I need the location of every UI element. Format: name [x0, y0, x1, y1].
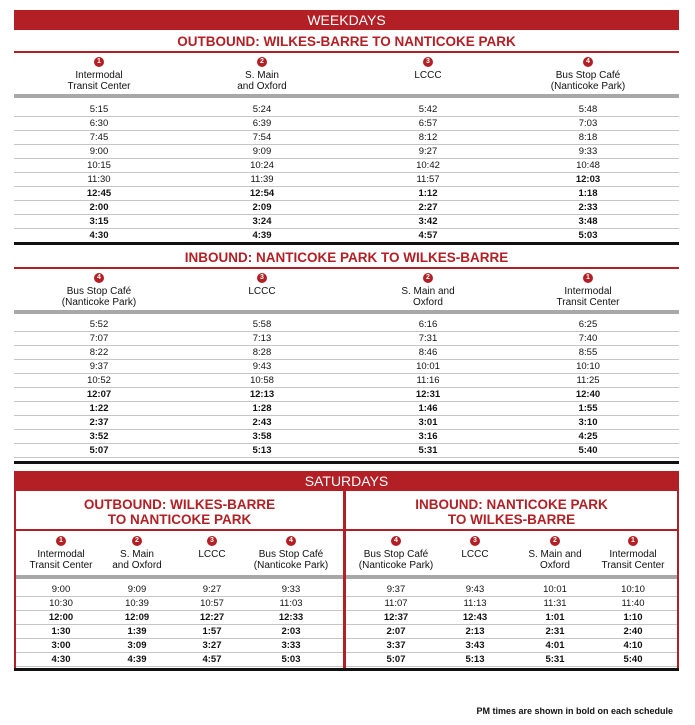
table-row — [14, 173, 679, 187]
time-cell: 11:03 — [279, 598, 303, 609]
time-cell: 4:30 — [89, 230, 109, 241]
time-cell: 6:25 — [578, 319, 598, 330]
stop-number-badge: 1 — [628, 536, 638, 546]
divider — [14, 242, 679, 245]
saturday-inbound-title: INBOUND: NANTICOKE PARK TO WILKES-BARRE — [415, 497, 608, 527]
stop-name-line: Transit Center — [556, 297, 620, 308]
divider — [16, 529, 343, 531]
divider — [14, 461, 679, 464]
stop-header — [202, 273, 322, 308]
saturdays-header: SATURDAYS — [14, 471, 679, 491]
time-cell: 5:13 — [252, 445, 272, 456]
stop-name-line: (Nanticoke Park) — [550, 81, 626, 92]
stop-number-badge: 3 — [257, 273, 267, 283]
stop-name-line: LCCC — [198, 549, 226, 560]
time-cell: 1:18 — [578, 188, 598, 199]
time-cell: 5:42 — [418, 104, 438, 115]
time-cell: 4:57 — [418, 230, 438, 241]
weekday-outbound-title: OUTBOUND: WILKES-BARRE TO NANTICOKE PARK — [177, 34, 516, 49]
time-cell: 5:48 — [578, 104, 598, 115]
time-cell: 12:09 — [124, 612, 150, 623]
time-cell: 2:00 — [89, 202, 109, 213]
stop-header — [39, 273, 159, 308]
stop-name-line: S. Main and — [528, 549, 582, 560]
table-row — [16, 653, 343, 667]
time-cell: 9:00 — [89, 146, 109, 157]
time-cell: 11:31 — [543, 598, 567, 609]
divider — [14, 267, 679, 269]
table-row — [346, 639, 677, 653]
table-row — [14, 374, 679, 388]
time-cell: 5:15 — [89, 104, 109, 115]
stop-header — [95, 536, 179, 571]
stop-header — [354, 536, 438, 571]
time-cell: 9:33 — [578, 146, 598, 157]
time-cell: 10:10 — [576, 361, 600, 372]
time-cell: 2:07 — [386, 626, 406, 637]
time-cell: 12:03 — [575, 174, 601, 185]
footnote: PM times are shown in bold on each schedule — [476, 706, 673, 716]
time-cell: 10:10 — [621, 584, 645, 595]
stop-number-badge: 4 — [391, 536, 401, 546]
time-cell: 3:37 — [386, 640, 406, 651]
time-cell: 4:39 — [127, 654, 147, 665]
time-cell: 10:42 — [416, 160, 440, 171]
time-cell: 11:39 — [250, 174, 274, 185]
time-cell: 1:57 — [202, 626, 222, 637]
time-cell: 8:12 — [418, 132, 438, 143]
time-cell: 3:58 — [252, 431, 272, 442]
stop-name-line: Transit Center — [601, 560, 665, 571]
time-cell: 9:33 — [281, 584, 301, 595]
time-cell: 5:58 — [252, 319, 272, 330]
time-cell: 4:25 — [578, 431, 598, 442]
time-cell: 1:46 — [418, 403, 438, 414]
time-cell: 3:15 — [89, 216, 109, 227]
table-row — [16, 625, 343, 639]
time-cell: 9:43 — [252, 361, 272, 372]
stop-header — [513, 536, 597, 571]
time-cell: 10:52 — [87, 375, 111, 386]
stop-name-line — [368, 81, 488, 92]
saturday-inbound-timetable — [346, 583, 677, 667]
time-cell: 2:03 — [281, 626, 301, 637]
time-cell: 7:40 — [578, 333, 598, 344]
weekday-outbound-timetable — [14, 103, 679, 243]
time-cell: 1:28 — [252, 403, 272, 414]
stop-number-badge: 4 — [583, 57, 593, 67]
time-cell: 4:39 — [252, 230, 272, 241]
divider — [14, 51, 679, 53]
stop-name-line: S. Main — [120, 549, 154, 560]
divider — [14, 668, 679, 671]
stop-header — [528, 273, 648, 308]
table-row — [14, 416, 679, 430]
time-cell: 10:58 — [250, 375, 274, 386]
divider — [14, 310, 679, 314]
stop-header — [528, 57, 648, 92]
time-cell: 6:39 — [252, 118, 272, 129]
time-cell: 2:37 — [89, 417, 109, 428]
stop-name-line: and Oxford — [112, 560, 162, 571]
table-row — [16, 597, 343, 611]
stop-header — [591, 536, 675, 571]
stop-name-line: Bus Stop Café — [258, 549, 324, 560]
stop-name-line: (Nanticoke Park) — [253, 560, 329, 571]
time-cell: 2:40 — [623, 626, 643, 637]
table-row — [346, 653, 677, 667]
stop-header — [170, 536, 254, 571]
time-cell: 1:22 — [89, 403, 109, 414]
stop-header — [19, 536, 103, 571]
time-cell: 6:30 — [89, 118, 109, 129]
time-cell: 5:07 — [89, 445, 109, 456]
time-cell: 7:13 — [252, 333, 272, 344]
time-cell: 9:27 — [418, 146, 438, 157]
time-cell: 12:00 — [48, 612, 74, 623]
stop-name-line: S. Main and — [401, 286, 455, 297]
time-cell: 1:55 — [578, 403, 598, 414]
time-cell: 10:30 — [49, 598, 73, 609]
divider — [16, 575, 343, 579]
time-cell: 2:13 — [465, 626, 485, 637]
stop-header — [249, 536, 333, 571]
time-cell: 3:27 — [202, 640, 222, 651]
time-cell: 2:09 — [252, 202, 272, 213]
stop-name-line: LCCC — [248, 286, 276, 297]
time-cell: 7:07 — [89, 333, 109, 344]
time-cell: 5:40 — [623, 654, 643, 665]
time-cell: 11:13 — [463, 598, 487, 609]
time-cell: 11:40 — [621, 598, 645, 609]
time-cell: 12:33 — [278, 612, 304, 623]
time-cell: 8:22 — [89, 347, 109, 358]
time-cell: 9:37 — [386, 584, 406, 595]
time-cell: 6:16 — [418, 319, 438, 330]
stop-number-badge: 4 — [286, 536, 296, 546]
time-cell: 2:27 — [418, 202, 438, 213]
stop-header — [368, 273, 488, 308]
time-cell: 5:03 — [281, 654, 301, 665]
table-row — [14, 444, 679, 458]
time-cell: 2:43 — [252, 417, 272, 428]
stop-name-line: (Nanticoke Park) — [358, 560, 434, 571]
stop-name-line: and Oxford — [237, 81, 287, 92]
table-row — [14, 131, 679, 145]
stop-number-badge: 2 — [550, 536, 560, 546]
time-cell: 11:30 — [87, 174, 111, 185]
stop-number-badge: 2 — [132, 536, 142, 546]
time-cell: 9:27 — [202, 584, 222, 595]
time-cell: 9:43 — [465, 584, 485, 595]
table-row — [14, 159, 679, 173]
saturday-outbound-timetable — [16, 583, 343, 667]
divider — [346, 575, 677, 579]
table-row — [16, 639, 343, 653]
stop-number-badge: 2 — [423, 273, 433, 283]
time-cell: 5:31 — [418, 445, 438, 456]
table-row — [14, 145, 679, 159]
time-cell: 3:48 — [578, 216, 598, 227]
time-cell: 3:10 — [578, 417, 598, 428]
time-cell: 8:28 — [252, 347, 272, 358]
stop-number-badge: 1 — [56, 536, 66, 546]
time-cell: 4:01 — [545, 640, 565, 651]
time-cell: 10:57 — [200, 598, 224, 609]
stop-name-line — [170, 560, 254, 571]
time-cell: 5:40 — [578, 445, 598, 456]
stop-number-badge: 3 — [470, 536, 480, 546]
time-cell: 8:46 — [418, 347, 438, 358]
time-cell: 4:57 — [202, 654, 222, 665]
stop-number-badge: 3 — [207, 536, 217, 546]
time-cell: 2:31 — [545, 626, 565, 637]
time-cell: 5:07 — [386, 654, 406, 665]
stop-name-line: S. Main — [245, 70, 279, 81]
time-cell: 1:01 — [545, 612, 565, 623]
stop-name-line: Transit Center — [29, 560, 93, 571]
time-cell: 7:03 — [578, 118, 598, 129]
time-cell: 10:24 — [250, 160, 274, 171]
time-cell: 12:31 — [415, 389, 441, 400]
stop-name-line: Intermodal — [37, 549, 85, 560]
stop-number-badge: 1 — [94, 57, 104, 67]
time-cell: 7:45 — [89, 132, 109, 143]
stop-name-line: LCCC — [414, 70, 442, 81]
stop-header — [39, 57, 159, 92]
stop-name-line: LCCC — [461, 549, 489, 560]
time-cell: 12:54 — [249, 188, 275, 199]
time-cell: 10:39 — [125, 598, 149, 609]
table-row — [14, 215, 679, 229]
table-row — [14, 229, 679, 243]
table-row — [16, 611, 343, 625]
stop-header — [433, 536, 517, 571]
time-cell: 12:40 — [575, 389, 601, 400]
time-cell: 9:00 — [51, 584, 71, 595]
time-cell: 12:37 — [383, 612, 409, 623]
time-cell: 1:30 — [51, 626, 71, 637]
weekday-inbound-title: INBOUND: NANTICOKE PARK TO WILKES-BARRE — [184, 250, 509, 265]
stop-number-badge: 1 — [583, 273, 593, 283]
table-row — [14, 402, 679, 416]
time-cell: 11:16 — [416, 375, 440, 386]
weekday-inbound-timetable — [14, 318, 679, 458]
time-cell: 5:03 — [578, 230, 598, 241]
table-row — [14, 346, 679, 360]
stop-name-line: Bus Stop Café — [363, 549, 429, 560]
time-cell: 3:16 — [418, 431, 438, 442]
time-cell: 5:13 — [465, 654, 485, 665]
time-cell: 12:07 — [86, 389, 112, 400]
time-cell: 12:45 — [86, 188, 112, 199]
stop-name-line: Intermodal — [609, 549, 657, 560]
time-cell: 3:09 — [127, 640, 147, 651]
time-cell: 3:43 — [465, 640, 485, 651]
time-cell: 5:31 — [545, 654, 565, 665]
time-cell: 4:10 — [623, 640, 643, 651]
table-row — [14, 388, 679, 402]
time-cell: 9:09 — [252, 146, 272, 157]
time-cell: 10:01 — [416, 361, 440, 372]
table-row — [346, 611, 677, 625]
table-row — [16, 583, 343, 597]
time-cell: 3:01 — [418, 417, 438, 428]
time-cell: 5:52 — [89, 319, 109, 330]
time-cell: 10:48 — [576, 160, 600, 171]
stop-name-line: Bus Stop Café — [555, 70, 621, 81]
time-cell: 6:57 — [418, 118, 438, 129]
time-cell: 7:31 — [418, 333, 438, 344]
time-cell: 2:33 — [578, 202, 598, 213]
time-cell: 8:55 — [578, 347, 598, 358]
time-cell: 1:39 — [127, 626, 147, 637]
time-cell: 11:25 — [576, 375, 600, 386]
stop-number-badge: 4 — [94, 273, 104, 283]
stop-number-badge: 2 — [257, 57, 267, 67]
stop-name-line — [433, 560, 517, 571]
table-row — [14, 430, 679, 444]
stop-name-line: (Nanticoke Park) — [61, 297, 137, 308]
table-row — [346, 583, 677, 597]
stop-name-line: Intermodal — [75, 70, 123, 81]
table-row — [346, 597, 677, 611]
divider — [14, 94, 679, 98]
stop-number-badge: 3 — [423, 57, 433, 67]
time-cell: 11:07 — [384, 598, 408, 609]
saturday-outbound-title: OUTBOUND: WILKES-BARRE TO NANTICOKE PARK — [83, 497, 276, 527]
time-cell: 1:10 — [623, 612, 643, 623]
time-cell: 5:24 — [252, 104, 272, 115]
table-row — [346, 625, 677, 639]
divider — [346, 529, 677, 531]
stop-name-line: Intermodal — [564, 286, 612, 297]
time-cell: 12:43 — [462, 612, 488, 623]
stop-name-line: Bus Stop Café — [66, 286, 132, 297]
time-cell: 11:57 — [416, 174, 440, 185]
time-cell: 3:52 — [89, 431, 109, 442]
table-row — [14, 318, 679, 332]
table-row — [14, 201, 679, 215]
time-cell: 3:42 — [418, 216, 438, 227]
time-cell: 10:01 — [543, 584, 567, 595]
time-cell: 9:37 — [89, 361, 109, 372]
time-cell: 12:13 — [249, 389, 275, 400]
stop-header — [368, 57, 488, 92]
table-row — [14, 187, 679, 201]
stop-name-line: Oxford — [412, 297, 443, 308]
time-cell: 9:09 — [127, 584, 147, 595]
table-row — [14, 103, 679, 117]
time-cell: 3:00 — [51, 640, 71, 651]
time-cell: 7:54 — [252, 132, 272, 143]
time-cell: 8:18 — [578, 132, 598, 143]
time-cell: 4:30 — [51, 654, 71, 665]
time-cell: 10:15 — [87, 160, 111, 171]
time-cell: 1:12 — [418, 188, 438, 199]
stop-name-line: Transit Center — [67, 81, 131, 92]
time-cell: 3:24 — [252, 216, 272, 227]
table-row — [14, 360, 679, 374]
weekdays-header: WEEKDAYS — [14, 10, 679, 30]
stop-header — [202, 57, 322, 92]
stop-name-line — [202, 297, 322, 308]
time-cell: 12:27 — [199, 612, 225, 623]
table-row — [14, 332, 679, 346]
table-row — [14, 117, 679, 131]
time-cell: 3:33 — [281, 640, 301, 651]
stop-name-line: Oxford — [539, 560, 570, 571]
